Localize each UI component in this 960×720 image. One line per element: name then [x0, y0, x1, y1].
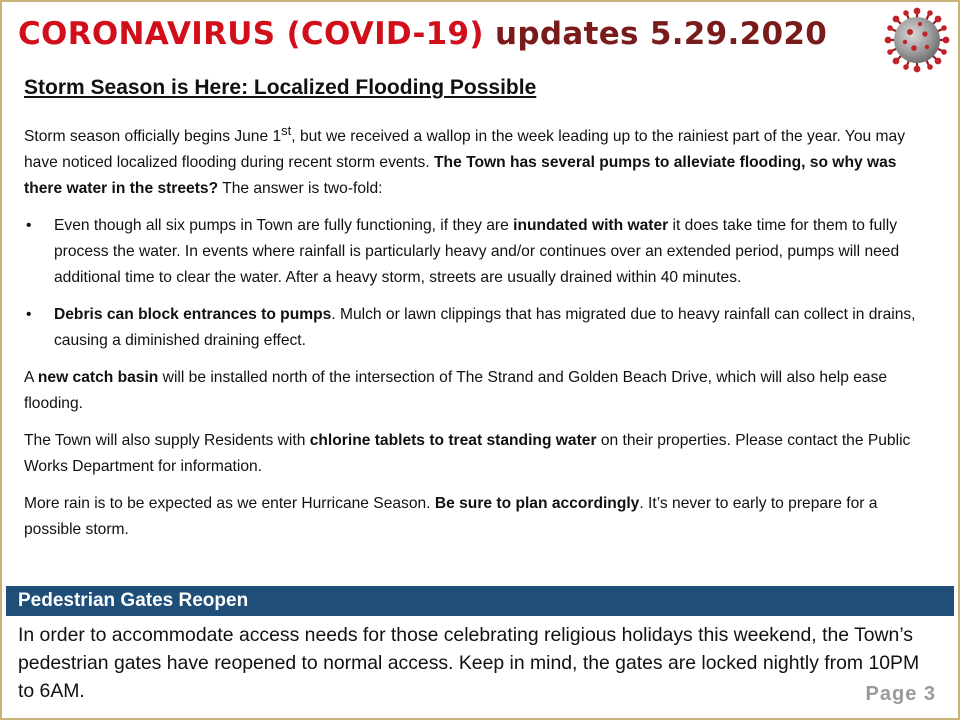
title-covid: CORONAVIRUS (COVID-19): [18, 16, 484, 52]
bullet-marker: •: [26, 306, 32, 324]
gates-paragraph: In order to accommodate access needs for those celebrating religious holidays this weekend, the Town’s pedestrian gates have reopened to normal access. Keep in mind, the gates are locked nightly from 10PM to 6AM.: [18, 624, 920, 702]
storm-paragraph-catch-basin: A new catch basin will be installed north of the intersection of The Strand and Golden Beach Drive, which will also help ease flooding.: [24, 369, 888, 413]
gates-banner: [6, 586, 954, 616]
storm-paragraph-intro: Storm season officially begins June 1st, but we received a wallop in the week leading up to the rainiest part of the year. You may have noticed localized flooding during recent storm events. The Town has several pumps to alleviate flooding, so why was there water in the streets? The answer is two-fold:: [24, 123, 906, 198]
page-number: Page 3: [865, 683, 936, 705]
storm-heading: Storm Season is Here: Localized Flooding Possible: [24, 76, 537, 99]
page-title: [18, 16, 827, 52]
bullet-debris: • Debris can block entrances to pumps. Mulch or lawn clippings that has migrated due to heavy rainfall can collect in drains, causing a diminished draining effect.: [24, 302, 924, 354]
storm-article: [24, 118, 924, 554]
ordinal-suffix: st: [281, 123, 292, 138]
coronavirus-icon: [880, 6, 954, 74]
bullet-pumps-inundated: • Even though all six pumps in Town are fully functioning, if they are inundated with water it does take time for them to fully process the water. In events where rainfall is particularly heavy and/or continues over an extended period, pumps will need additional time to clear the water. After a heavy storm, streets are usually drained within 40 minutes.: [24, 213, 924, 291]
storm-paragraph-hurricane: More rain is to be expected as we enter Hurricane Season. Be sure to plan accordingly. It’s never to early to prepare for a possible storm.: [24, 495, 878, 539]
title-date: updates 5.29.2020: [495, 16, 828, 52]
storm-paragraph-chlorine: The Town will also supply Residents with chlorine tablets to treat standing water on their properties. Please contact the Public Works Department for information.: [24, 432, 911, 476]
bullet-marker: •: [26, 217, 32, 235]
gates-heading: Pedestrian Gates Reopen: [18, 590, 249, 611]
storm-bullet-list: [24, 213, 924, 354]
